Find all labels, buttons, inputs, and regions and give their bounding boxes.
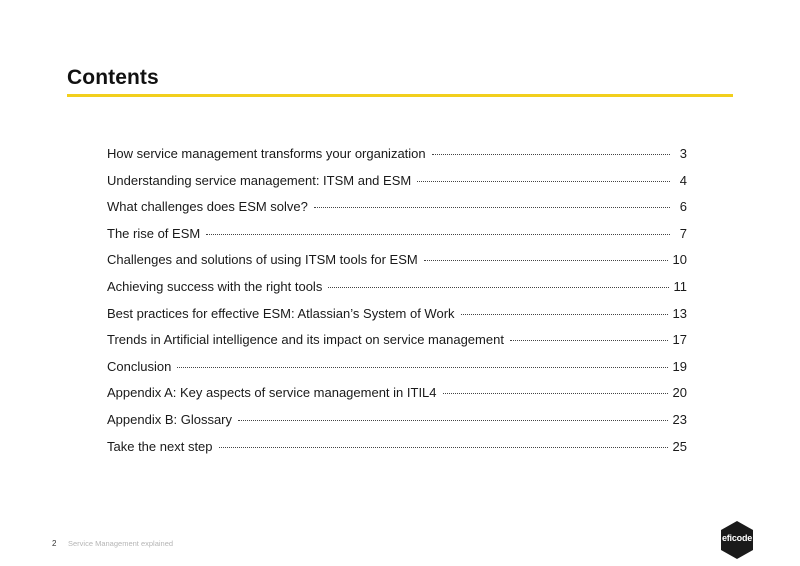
toc-entry-page: 3 <box>679 146 687 161</box>
toc-entry-page: 23 <box>672 411 687 427</box>
toc-entry[interactable] <box>107 359 687 386</box>
toc-dot-leader <box>219 447 668 448</box>
toc-entry-page: 7 <box>679 225 687 241</box>
toc-entry-label: Trends in Artificial intelligence and its impact on service management <box>107 332 504 348</box>
toc-entry-page: 11 <box>673 278 687 294</box>
toc-entry-page: 20 <box>672 385 687 401</box>
title-underline <box>67 94 733 97</box>
toc-entry[interactable] <box>107 385 687 412</box>
toc-entry-label: What challenges does ESM solve? <box>107 199 308 215</box>
toc-entry-label: Appendix B: Glossary <box>107 411 233 427</box>
toc-entry[interactable] <box>107 173 687 200</box>
toc-entry[interactable] <box>107 146 687 173</box>
toc-entry-label: Appendix A: Key aspects of service management in ITIL4 <box>107 385 437 401</box>
toc-entry-label: Best practices for effective ESM: Atlassian’s System of Work <box>107 305 455 321</box>
logo-wordmark: eficode <box>721 533 753 543</box>
eficode-logo <box>717 520 757 560</box>
toc-entry[interactable] <box>107 412 687 439</box>
toc-entry-label: How service management transforms your organization <box>107 146 426 161</box>
footer-document-title: Service Management explained <box>68 539 174 548</box>
toc-entry-page: 6 <box>679 199 687 215</box>
toc-entry-page: 4 <box>679 172 687 188</box>
toc-entry-label: Conclusion <box>107 358 172 374</box>
toc-dot-leader <box>432 154 670 155</box>
toc-entry[interactable] <box>107 226 687 253</box>
toc-entry-page: 13 <box>672 305 687 321</box>
toc-entry[interactable] <box>107 439 687 466</box>
toc-entry-page: 17 <box>672 332 687 348</box>
toc-entry-page: 10 <box>672 252 687 268</box>
toc-entry[interactable] <box>107 252 687 279</box>
toc-entry[interactable] <box>107 332 687 359</box>
toc-entry-label: Take the next step <box>107 438 213 454</box>
toc-dot-leader <box>424 260 668 261</box>
toc-entry-label: Understanding service management: ITSM and ESM <box>107 172 412 188</box>
toc-entry-page: 19 <box>672 358 687 374</box>
toc-dot-leader <box>177 367 667 368</box>
toc-entry-label: Challenges and solutions of using ITSM tools for ESM <box>107 252 418 268</box>
toc-dot-leader <box>206 234 670 235</box>
toc-entry[interactable] <box>107 306 687 333</box>
toc-dot-leader <box>510 340 668 341</box>
toc-entry[interactable] <box>107 199 687 226</box>
toc-dot-leader <box>417 181 670 182</box>
footer-page-number: 2 <box>52 539 57 548</box>
toc-dot-leader <box>328 287 668 288</box>
toc-dot-leader <box>238 420 668 421</box>
table-of-contents <box>107 146 687 465</box>
toc-entry-label: The rise of ESM <box>107 225 201 241</box>
toc-entry-label: Achieving success with the right tools <box>107 278 323 294</box>
toc-dot-leader <box>443 393 668 394</box>
toc-entry-page: 25 <box>672 438 687 454</box>
page-title: Contents <box>67 66 159 89</box>
toc-entry[interactable] <box>107 279 687 306</box>
toc-dot-leader <box>314 207 670 208</box>
toc-dot-leader <box>461 314 668 315</box>
